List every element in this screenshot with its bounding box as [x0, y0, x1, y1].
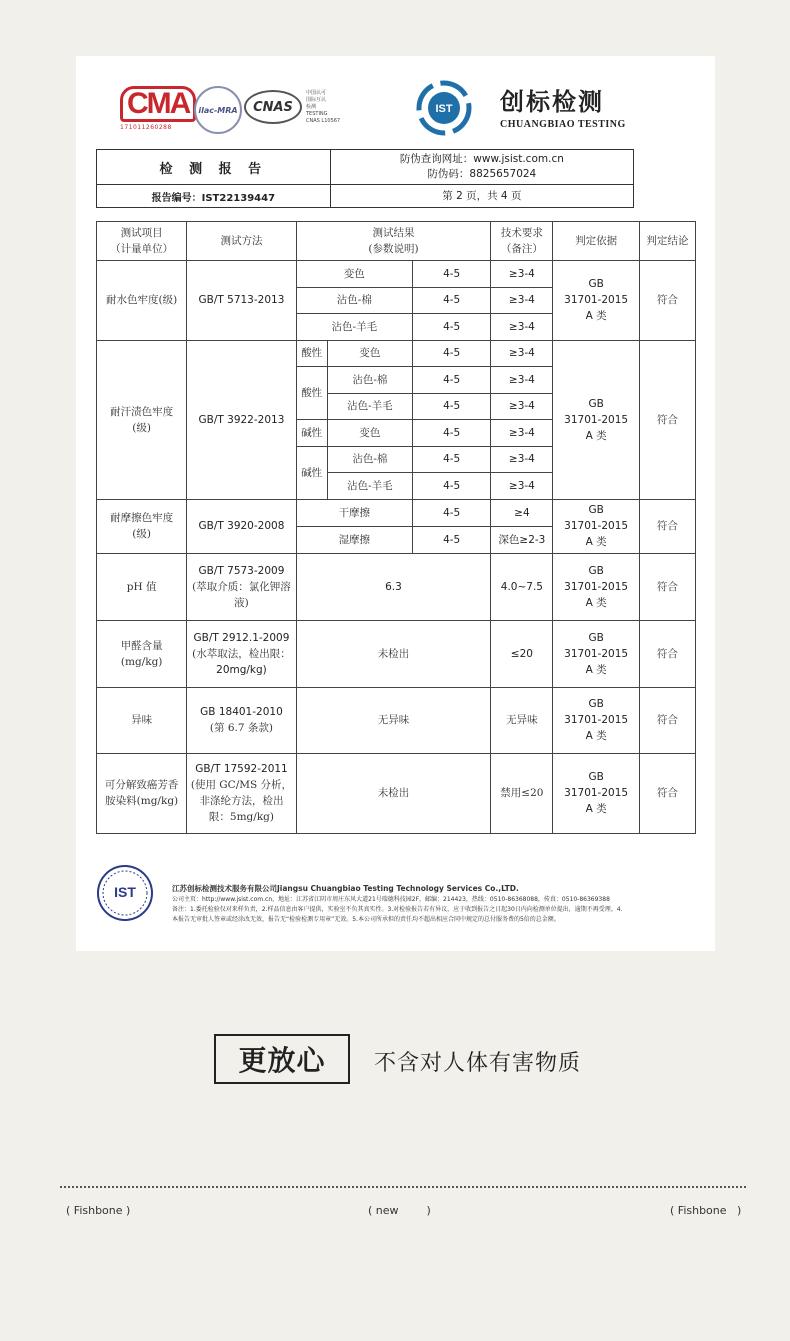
- method-odor: GB 18401-2010 (第 6.7 条款): [187, 687, 296, 753]
- method-water: GB/T 5713-2013: [187, 261, 296, 341]
- svg-text:IST: IST: [114, 884, 136, 900]
- header-item: 测试项目 （计量单位）: [97, 222, 187, 261]
- test-results-table: [96, 221, 696, 834]
- table-row: 沾色-羊毛 4-5 ≥3-4: [97, 473, 696, 500]
- req-odor: 无异味: [491, 687, 553, 753]
- method-rub: GB/T 3920-2008: [187, 499, 296, 553]
- basis-formaldehyde: GB 31701-2015 A 类: [553, 620, 639, 687]
- item-rub: 耐摩擦色牢度 (级): [97, 499, 187, 553]
- table-row: 酸性 沾色-棉 4-5 ≥3-4: [97, 367, 696, 394]
- cma-number: 171011260288: [120, 124, 172, 131]
- header-conclusion: 判定结论: [639, 222, 695, 261]
- report-info-box: [96, 149, 634, 208]
- table-row: [97, 687, 696, 753]
- svg-text:IST: IST: [435, 103, 453, 115]
- label-left: ( Fishbone ): [66, 1204, 131, 1217]
- basis-ph: GB 31701-2015 A 类: [553, 553, 639, 620]
- ist-globe-logo: [416, 80, 472, 136]
- result-amine: 未检出: [296, 753, 491, 833]
- table-row: [97, 753, 696, 833]
- item-odor: 异味: [97, 687, 187, 753]
- page-indicator: 第 2 页，共 4 页: [330, 185, 633, 208]
- cnas-caption: 中国认可 国际互认 检测 TESTING CNAS L10567: [306, 90, 341, 124]
- conclusion-ph: 符合: [639, 553, 695, 620]
- result-formaldehyde: 未检出: [296, 620, 491, 687]
- table-row: 碱性 变色 4-5 ≥3-4: [97, 420, 696, 447]
- table-row: 耐摩擦色牢度 (级) GB/T 3920-2008 干摩擦 4-5 ≥4 GB 31701-2015 A 类 符合: [97, 499, 696, 526]
- header-logos: [120, 86, 680, 146]
- table-row: [97, 620, 696, 687]
- item-sweat: 耐汗渍色牢度 (级): [97, 340, 187, 499]
- method-ph: GB/T 7573-2009 (萃取介质：氯化钾溶 液): [187, 553, 296, 620]
- table-row: 沾色-羊毛 4-5 ≥3-4: [97, 314, 696, 341]
- ist-seal-icon: [96, 864, 154, 922]
- verify-info: 防伪查询网址：www.jsist.com.cn 防伪码：8825657024: [330, 150, 633, 185]
- item-water: 耐水色牢度(级): [97, 261, 187, 341]
- cma-logo: CMA 171011260288: [120, 86, 186, 136]
- ilac-mra-logo: ilac-MRA: [194, 86, 242, 134]
- item-ph: pH 值: [97, 553, 187, 620]
- item-formaldehyde: 甲醛含量 (mg/kg): [97, 620, 187, 687]
- report-sheet: [76, 56, 715, 951]
- method-formaldehyde: GB/T 2912.1-2009 (水萃取法，检出限： 20mg/kg): [187, 620, 296, 687]
- conclusion-rub: 符合: [639, 499, 695, 553]
- result-ph: 6.3: [296, 553, 491, 620]
- result-odor: 无异味: [296, 687, 491, 753]
- company-footer: 江苏创标检测技术服务有限公司Jiangsu Chuangbiao Testing Technology Services Co.,LTD. 公司主页：http://www.jsist.com.cn，地址：江苏省江阴市周庄东风大道21号瑞德科技园2F，邮编：214423，热线：0510-86368088，传真：0510-86369388 备注：1.委托检验仅对来样负责，2.样品信息由客户提供，实验室不负其真实性。3.对检验报告若有异议，应于收到报告之日起30日内向检测单位提出，逾期不再受理。4. 本报告无审批人签章或经涂改无效，报告无“检验检测专用章”无效。5.本公司所承担的责任均不超出相应合同中规定的总付服务费的5倍的总金额。: [172, 884, 623, 923]
- dotted-divider: [60, 1186, 746, 1188]
- conclusion-formaldehyde: 符合: [639, 620, 695, 687]
- header-basis: 判定依据: [553, 222, 639, 261]
- conclusion-odor: 符合: [639, 687, 695, 753]
- basis-odor: GB 31701-2015 A 类: [553, 687, 639, 753]
- promo-tag: 更放心: [214, 1034, 350, 1084]
- conclusion-water: 符合: [639, 261, 695, 341]
- cnas-logo: CNAS: [244, 90, 300, 126]
- report-title: 检 测 报 告: [97, 150, 331, 185]
- basis-rub: GB 31701-2015 A 类: [553, 499, 639, 553]
- req-amine: 禁用≤20: [491, 753, 553, 833]
- header-method: 测试方法: [187, 222, 296, 261]
- method-amine: GB/T 17592-2011 (使用 GC/MS 分析， 非涤纶方法，检出 限：5mg/kg): [187, 753, 296, 833]
- conclusion-amine: 符合: [639, 753, 695, 833]
- table-row: 沾色-羊毛 4-5 ≥3-4: [97, 393, 696, 420]
- table-row: 沾色-棉 4-5 ≥3-4: [97, 287, 696, 314]
- table-row: 耐水色牢度(级) GB/T 5713-2013 变色 4-5 ≥3-4 GB 31701-2015 A 类 符合: [97, 261, 696, 288]
- label-center: ( new ): [368, 1204, 431, 1217]
- header-requirement: 技术要求 （备注）: [491, 222, 553, 261]
- table-row: [97, 553, 696, 620]
- item-amine: 可分解致癌芳香 胺染料(mg/kg): [97, 753, 187, 833]
- header-result: 测试结果 (参数说明): [296, 222, 491, 261]
- table-header-row: [97, 222, 696, 261]
- table-row: 湿摩擦 4-5 深色≥2-3: [97, 526, 696, 553]
- report-number: 报告编号：IST22139447: [97, 185, 331, 208]
- promo-text: 不含对人体有害物质: [374, 1051, 582, 1076]
- table-row: 耐汗渍色牢度 (级) GB/T 3922-2013 酸性 变色 4-5 ≥3-4 GB 31701-2015 A 类 符合: [97, 340, 696, 367]
- basis-amine: GB 31701-2015 A 类: [553, 753, 639, 833]
- label-right: ( Fishbone ): [670, 1204, 742, 1217]
- brand-name: 创标检测 CHUANGBIAO TESTING: [500, 87, 626, 130]
- basis-water: GB 31701-2015 A 类: [553, 261, 639, 341]
- conclusion-sweat: 符合: [639, 340, 695, 499]
- basis-sweat: GB 31701-2015 A 类: [553, 340, 639, 499]
- method-sweat: GB/T 3922-2013: [187, 340, 296, 499]
- req-ph: 4.0~7.5: [491, 553, 553, 620]
- table-row: 碱性 沾色-棉 4-5 ≥3-4: [97, 446, 696, 473]
- req-formaldehyde: ≤20: [491, 620, 553, 687]
